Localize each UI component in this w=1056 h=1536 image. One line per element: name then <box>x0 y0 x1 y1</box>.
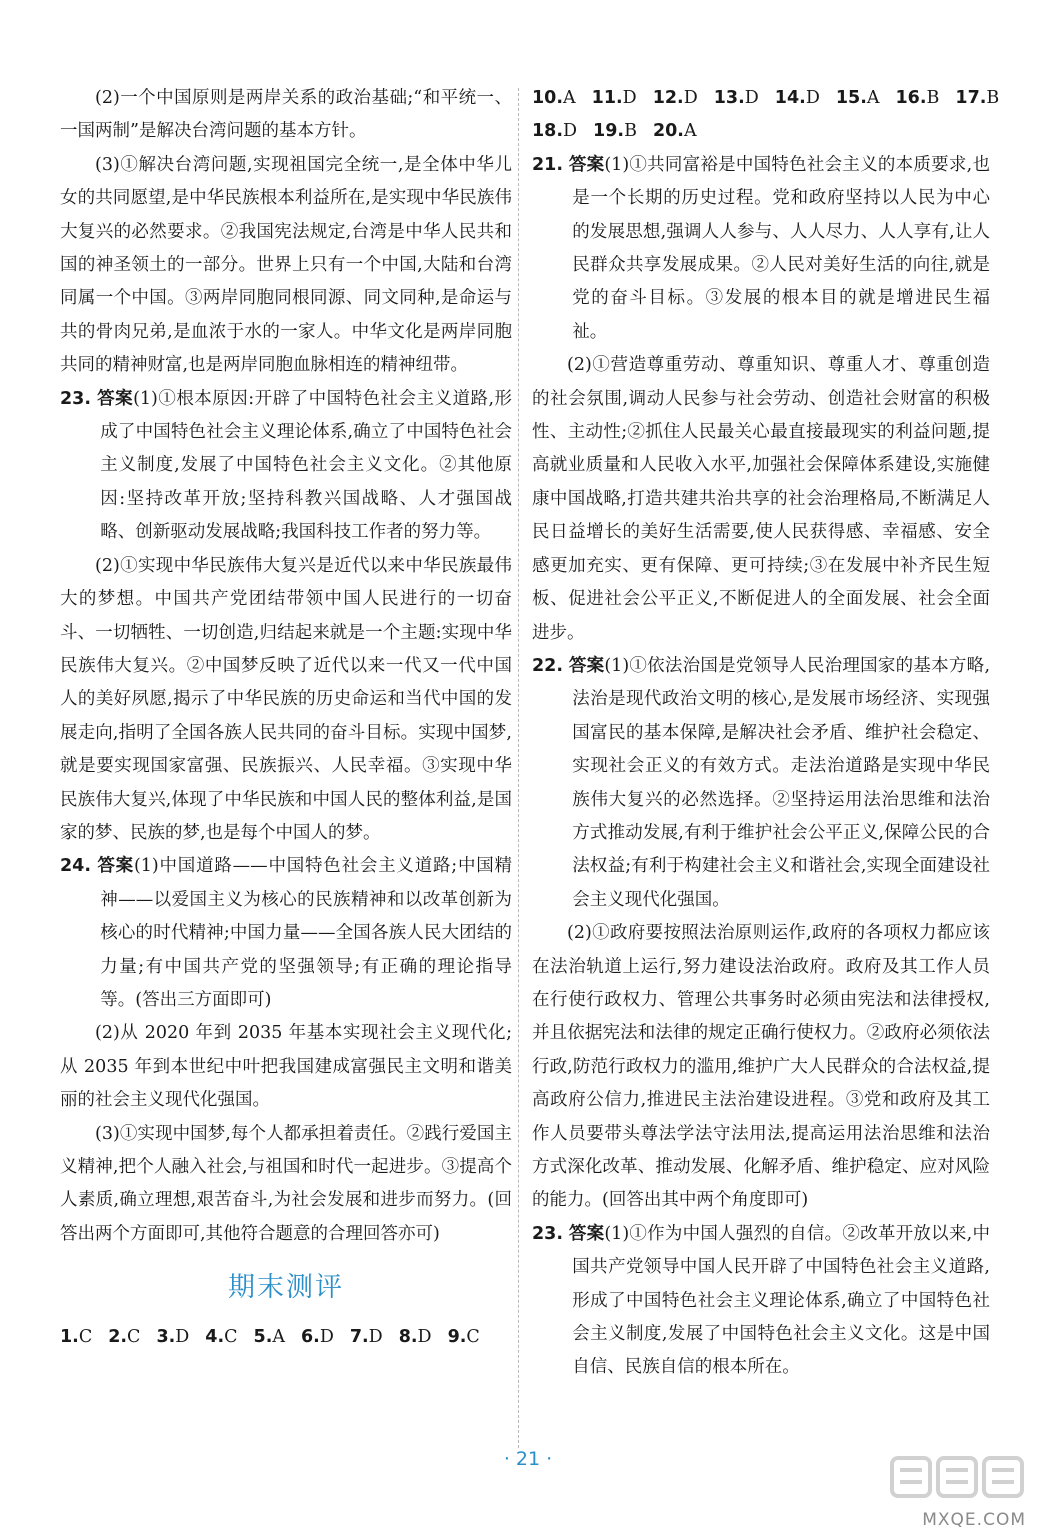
watermark-logo-icon <box>888 1452 1028 1518</box>
page-number: · 21 · <box>503 1448 553 1470</box>
answer-paragraph: (2)①实现中华民族伟大复兴是近代以来中华民族最伟大的梦想。中国共产党团结带领中国人民进行的一切奋斗、一切牺牲、一切创造,归结起来就是一个主题:实现中华民族伟大复兴。②中国梦反映了近代以来一代又一代中国人的美好夙愿,揭示了中华民族的历史命运和当代中国的发展走向,指明了全国各族人民共同的奋斗目标。实现中国梦,就是要实现国家富强、民族振兴、人民幸福。③实现中华民族伟大复兴,体现了中华民族和中国人民的整体利益,是国家的梦、民族的梦,也是每个中国人的梦。 <box>60 555 512 843</box>
question-number: 23. <box>60 388 92 409</box>
answer-text: (1)①共同富裕是中国特色社会主义的本质要求,也是一个长期的历史过程。党和政府坚持以人民为中心的发展思想,强调人人参与、人人尽力、人人享有,让人民群众共享发展成果。②人民对美好生活的向往,就是党的奋斗目标。③发展的根本目的就是增进民生福祉。 <box>572 154 991 342</box>
answer-label: 答案 <box>568 154 605 175</box>
answer-label: 答案 <box>97 388 134 409</box>
mc-item: 4.C <box>205 1327 238 1348</box>
multiple-choice-answers <box>532 115 990 148</box>
right-column <box>532 82 1000 1385</box>
mc-item: 10.A <box>532 88 576 108</box>
mc-item: 9.C <box>447 1327 480 1348</box>
answer-label: 答案 <box>97 856 134 877</box>
question-number: 24. <box>60 856 92 877</box>
answer-text: (1)①根本原因:开辟了中国特色社会主义道路,形成了中国特色社会主义理论体系,确立了中国特色社会主义制度,发展了中国特色社会主义文化。②其他原因:坚持改革开放;坚持科教兴国战略、人才强国战略、创新驱动发展战略;我国科技工作者的努力等。 <box>100 388 513 543</box>
answer-label: 答案 <box>568 1223 605 1244</box>
answer-paragraph: (2)一个中国原则是两岸关系的政治基础;“和平统一、一国两制”是解决台湾问题的基本方针。 <box>60 88 512 142</box>
multiple-choice-answers <box>60 1321 512 1354</box>
mc-item: 5.A <box>253 1327 285 1348</box>
mc-item: 14.D <box>774 88 820 108</box>
watermark-text: MXQE.COM <box>922 1510 1026 1530</box>
section-title: 期末测评 <box>228 1272 344 1304</box>
answer-label: 答案 <box>568 655 605 676</box>
question-24-answer <box>60 850 512 1017</box>
answer-paragraph: (2)①政府要按照法治原则运作,政府的各项权力都应该在法治轨道上运行,努力建设法治政府。政府及其工作人员在行使行政权力、管理公共事务时必须由宪法和法律授权,并且依据宪法和法律的规定正确行使权力。②政府必须依法行政,防范行政权力的滥用,维护广大人民群众的合法权益,提高政府公信力,推进民主法治建设进程。③党和政府及其工作人员要带头尊法学法守法用法,提高运用法治思维和法治方式深化改革、推动发展、化解矛盾、维护稳定、应对风险的能力。(回答出其中两个角度即可) <box>532 923 990 1211</box>
mc-item: 16.B <box>895 88 940 108</box>
mc-item: 20.A <box>652 121 697 142</box>
mc-item: 19.B <box>593 121 637 142</box>
mc-item: 8.D <box>398 1327 432 1348</box>
answer-paragraph: (2)①营造尊重劳动、尊重知识、尊重人才、尊重创造的社会氛围,调动人民参与社会劳动、创造社会财富的积极性、主动性;②抓住人民最关心最直接最现实的利益问题,提高就业质量和人民收入水平,加强社会保障体系建设,实施健康中国战略,打造共建共治共享的社会治理格局,不断满足人民日益增长的美好生活需要,使人民获得感、幸福感、安全感更加充实、更有保障、更可持续;③在发展中补齐民生短板、促进社会公平正义,不断促进人的全面发展、社会全面进步。 <box>532 355 990 643</box>
answer-paragraph: (3)①解决台湾问题,实现祖国完全统一,是全体中华儿女的共同愿望,是中华民族根本利益所在,是实现中华民族伟大复兴的必然要求。②我国宪法规定,台湾是中华人民共和国的神圣领土的一部分。世界上只有一个中国,大陆和台湾同属一个中国。③两岸同胞同根同源、同文同种,是命运与共的骨肉兄弟,是血浓于水的一家人。中华文化是两岸同胞共同的精神财富,也是两岸同胞血脉相连的精神纽带。 <box>60 154 512 376</box>
question-number: 23. <box>532 1223 564 1244</box>
question-number: 22. <box>532 655 564 676</box>
question-23-answer <box>60 383 512 550</box>
mc-item: 18.D <box>532 121 578 142</box>
mc-item: 7.D <box>349 1327 383 1348</box>
question-22-answer <box>532 650 990 917</box>
mc-item: 15.A <box>835 88 880 108</box>
multiple-choice-answers <box>532 82 1000 115</box>
question-21-answer <box>532 149 990 349</box>
answer-text: (1)中国道路——中国特色社会主义道路;中国精神——以爱国主义为核心的民族精神和以改革创新为核心的时代精神;中国力量——全国各族人民大团结的力量;有中国共产党的坚强领导;有正确的理论指导等。(答出三方面即可) <box>100 856 513 1010</box>
mc-item: 6.D <box>300 1327 334 1348</box>
answer-text: (1)①依法治国是党领导人民治理国家的基本方略,法治是现代政治文明的核心,是发展市场经济、实现强国富民的基本保障,是解决社会矛盾、维护社会稳定、实现社会正义的有效方式。走法治道路是实现中华民族伟大复兴的必然选择。②坚持运用法治思维和法治方式推动发展,有利于维护社会公平正义,保障公民的合法权益;有利于构建社会主义和谐社会,实现全面建设社会主义现代化强国。 <box>572 655 991 910</box>
answer-paragraph: (2)从 2020 年到 2035 年基本实现社会主义现代化;从 2035 年到本世纪中叶把我国建成富强民主文明和谐美丽的社会主义现代化强国。 <box>60 1023 512 1111</box>
mc-item: 17.B <box>955 88 1000 108</box>
mc-item: 12.D <box>652 88 698 108</box>
answer-text: (1)①作为中国人强烈的自信。②改革开放以来,中国共产党领导中国人民开辟了中国特色社会主义道路,形成了中国特色社会主义理论体系,确立了中国特色社会主义制度,发展了中国特色社会主义文化。这是中国自信、民族自信的根本所在。 <box>572 1223 991 1378</box>
mc-item: 11.D <box>591 88 637 108</box>
mc-item: 2.C <box>108 1327 141 1348</box>
mc-item: 3.D <box>156 1327 190 1348</box>
answer-paragraph: (3)①实现中国梦,每个人都承担着责任。②践行爱国主义精神,把个人融入社会,与祖国和时代一起进步。③提高个人素质,确立理想,艰苦奋斗,为社会发展和进步而努力。(回答出两个方面即可,其他符合题意的合理回答亦可) <box>60 1123 512 1244</box>
mc-item: 1.C <box>60 1327 93 1348</box>
question-number: 21. <box>532 154 564 175</box>
column-divider <box>518 88 520 1448</box>
mc-item: 13.D <box>713 88 759 108</box>
question-23-answer <box>532 1218 990 1385</box>
left-column <box>60 82 512 1355</box>
